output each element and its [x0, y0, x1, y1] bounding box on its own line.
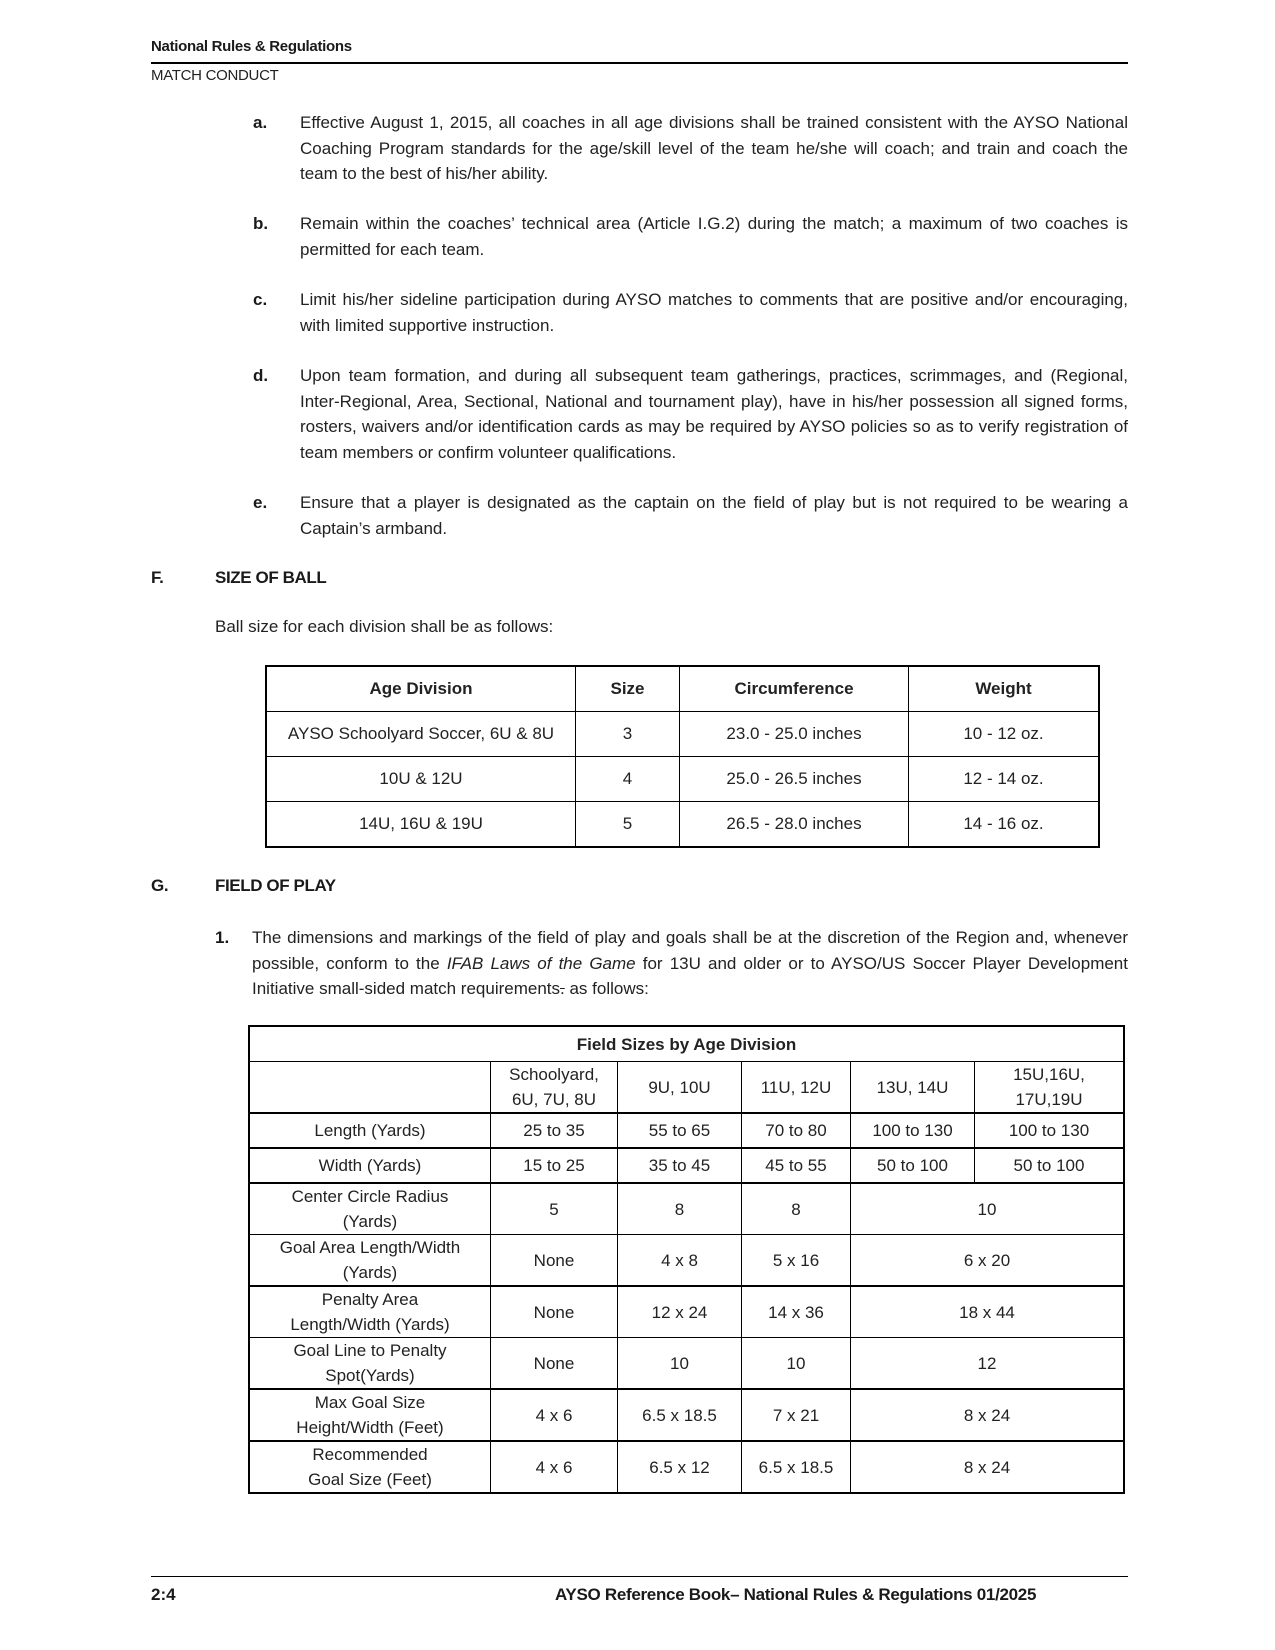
label-line: Goal Area Length/Width — [279, 1238, 461, 1257]
cell: None — [491, 1286, 618, 1338]
cell-circumference: 23.0 - 25.0 inches — [680, 712, 909, 757]
item-text: Upon team formation, and during all subsequent team gatherings, practices, scrimmages, and (Regional, Inter-Regional, Area, Sectional, National and tournament play), have in his/her possession all signed forms, rosters, waivers and/or identification cards as may be required by AYSO policies so as to verify registration of team members or confirm volunteer qualifications. — [300, 366, 1128, 462]
table-row-recommended-goal — [249, 1441, 1124, 1493]
label-line: (Yards) — [342, 1212, 398, 1231]
col-header-weight: Weight — [909, 666, 1100, 712]
cell: 6.5 x 18.5 — [742, 1441, 851, 1493]
header-line: 6U, 7U, 8U — [511, 1090, 597, 1109]
item-label: a. — [253, 113, 268, 132]
label-line: Length/Width (Yards) — [290, 1315, 450, 1334]
cell-merged: 12 — [851, 1338, 1125, 1390]
label-line: Goal Size (Feet) — [308, 1470, 432, 1489]
section-number: F. — [151, 568, 164, 587]
cell: 6.5 x 12 — [618, 1441, 742, 1493]
row-label — [249, 1389, 491, 1441]
cell: None — [491, 1338, 618, 1390]
text-run: for 13U and older or to AYSO/US Soccer Player Development Initiative small-sided match requirements — [252, 953, 1128, 998]
label-line: Center Circle Radius — [291, 1187, 449, 1206]
section-number: G. — [151, 876, 169, 895]
col-header-schoolyard — [491, 1062, 618, 1114]
col-header-age-division: Age Division — [266, 666, 576, 712]
col-header-11u-12u: 11U, 12U — [742, 1062, 851, 1114]
cell-merged: 18 x 44 — [851, 1286, 1125, 1338]
cell: 7 x 21 — [742, 1389, 851, 1441]
item-label: d. — [253, 366, 269, 385]
ifab-reference: IFAB Laws of the Game — [446, 953, 636, 973]
label-line: (Yards) — [342, 1263, 398, 1282]
list-item-a — [253, 110, 1128, 187]
row-label — [249, 1286, 491, 1338]
cell: None — [491, 1235, 618, 1287]
header-line: 17U,19U — [1015, 1090, 1083, 1109]
table-header-row — [249, 1062, 1124, 1114]
cell: 45 to 55 — [742, 1148, 851, 1183]
cell-weight: 14 - 16 oz. — [909, 802, 1100, 848]
cell-age-division: 10U & 12U — [266, 757, 576, 802]
row-label — [249, 1338, 491, 1390]
row-label — [249, 1183, 491, 1235]
text-run: The dimensions and markings of the field of play and goals shall be at the discretion of the Region and, whenever possible, conform to the — [252, 928, 1128, 973]
cell: 5 x 16 — [742, 1235, 851, 1287]
list-item-1 — [215, 925, 1128, 1002]
cell-circumference: 25.0 - 26.5 inches — [680, 757, 909, 802]
cell: 4 x 8 — [618, 1235, 742, 1287]
cell: 50 to 100 — [975, 1148, 1125, 1183]
table-header-row — [266, 666, 1099, 712]
table-row-penalty-area — [249, 1286, 1124, 1338]
cell-weight: 10 - 12 oz. — [909, 712, 1100, 757]
col-header-blank — [249, 1062, 491, 1114]
item-text: Remain within the coaches’ technical area (Article I.G.2) during the match; a maximum of two coaches is permitted for each team. — [300, 214, 1128, 259]
struck-text: . — [560, 979, 565, 998]
item-text: Ensure that a player is designated as the captain on the field of play but is not required to be wearing a Captain’s armband. — [300, 493, 1128, 538]
cell: 10 — [742, 1338, 851, 1390]
table-row-goal-area — [249, 1235, 1124, 1287]
label-line: Height/Width (Feet) — [296, 1418, 444, 1437]
section-title: FIELD OF PLAY — [215, 876, 336, 895]
table-caption: Field Sizes by Age Division — [249, 1026, 1124, 1062]
cell-size: 4 — [576, 757, 680, 802]
page-number: 2:4 — [151, 1585, 176, 1604]
list-item-c — [253, 287, 1128, 338]
cell: 10 — [618, 1338, 742, 1390]
cell-merged: 8 x 24 — [851, 1389, 1125, 1441]
table-row-width — [249, 1148, 1124, 1183]
col-header-circumference: Circumference — [680, 666, 909, 712]
running-header-title: National Rules & Regulations — [151, 38, 352, 55]
col-header-size: Size — [576, 666, 680, 712]
cell: 8 — [618, 1183, 742, 1235]
cell: 55 to 65 — [618, 1113, 742, 1148]
ball-size-table — [265, 665, 1100, 848]
list-item-b — [253, 211, 1128, 262]
running-header-subtitle: MATCH CONDUCT — [151, 67, 279, 84]
label-line: Spot(Yards) — [325, 1366, 415, 1385]
table-caption-row — [249, 1026, 1124, 1062]
item-text — [252, 925, 1128, 1002]
cell: 4 x 6 — [491, 1389, 618, 1441]
cell-age-division: 14U, 16U & 19U — [266, 802, 576, 848]
cell: 15 to 25 — [491, 1148, 618, 1183]
cell: 5 — [491, 1183, 618, 1235]
item-label: b. — [253, 214, 269, 233]
cell: 12 x 24 — [618, 1286, 742, 1338]
cell: 8 — [742, 1183, 851, 1235]
list-item-d — [253, 363, 1128, 465]
cell-merged: 6 x 20 — [851, 1235, 1125, 1287]
table-row — [266, 802, 1099, 848]
header-line: 15U,16U, — [1013, 1065, 1085, 1084]
cell-weight: 12 - 14 oz. — [909, 757, 1100, 802]
row-label — [249, 1235, 491, 1287]
header-divider — [151, 62, 1128, 64]
text-run: as follows: — [564, 979, 649, 998]
table-row-center-circle — [249, 1183, 1124, 1235]
table-row-max-goal — [249, 1389, 1124, 1441]
ball-size-intro: Ball size for each division shall be as follows: — [215, 617, 554, 636]
table-row-length — [249, 1113, 1124, 1148]
col-header-15u-19u — [975, 1062, 1125, 1114]
cell-circumference: 26.5 - 28.0 inches — [680, 802, 909, 848]
col-header-9u-10u: 9U, 10U — [618, 1062, 742, 1114]
label-line: Penalty Area — [321, 1290, 419, 1309]
item-label: e. — [253, 493, 268, 512]
col-header-13u-14u: 13U, 14U — [851, 1062, 975, 1114]
cell-size: 5 — [576, 802, 680, 848]
header-line: Schoolyard, — [509, 1065, 599, 1084]
cell-merged: 10 — [851, 1183, 1125, 1235]
row-label — [249, 1441, 491, 1493]
row-label: Width (Yards) — [249, 1148, 491, 1183]
cell: 100 to 130 — [851, 1113, 975, 1148]
cell: 4 x 6 — [491, 1441, 618, 1493]
item-label: c. — [253, 290, 268, 309]
table-row — [266, 712, 1099, 757]
item-text: Limit his/her sideline participation during AYSO matches to comments that are positive and/or encouraging, with limited supportive instruction. — [300, 290, 1128, 335]
label-line: Max Goal Size — [314, 1393, 426, 1412]
label-line: Goal Line to Penalty — [293, 1341, 447, 1360]
table-row — [266, 757, 1099, 802]
label-line: Recommended — [312, 1445, 428, 1464]
footer-divider — [151, 1576, 1128, 1577]
field-sizes-table — [248, 1025, 1125, 1494]
cell-size: 3 — [576, 712, 680, 757]
list-item-e — [253, 490, 1128, 541]
cell: 14 x 36 — [742, 1286, 851, 1338]
footer-title: AYSO Reference Book– National Rules & Regulations 01/2025 — [555, 1585, 1037, 1604]
cell: 35 to 45 — [618, 1148, 742, 1183]
item-text: Effective August 1, 2015, all coaches in all age divisions shall be trained consistent with the AYSO National Coaching Program standards for the age/skill level of the team he/she will coach; and train and coach the team to the best of his/her ability. — [300, 113, 1128, 183]
cell: 50 to 100 — [851, 1148, 975, 1183]
table-row-penalty-spot — [249, 1338, 1124, 1390]
cell-merged: 8 x 24 — [851, 1441, 1125, 1493]
cell: 6.5 x 18.5 — [618, 1389, 742, 1441]
cell: 70 to 80 — [742, 1113, 851, 1148]
cell: 25 to 35 — [491, 1113, 618, 1148]
cell: 100 to 130 — [975, 1113, 1125, 1148]
section-title: SIZE OF BALL — [215, 568, 327, 587]
item-label: 1. — [215, 928, 230, 947]
row-label: Length (Yards) — [249, 1113, 491, 1148]
cell-age-division: AYSO Schoolyard Soccer, 6U & 8U — [266, 712, 576, 757]
